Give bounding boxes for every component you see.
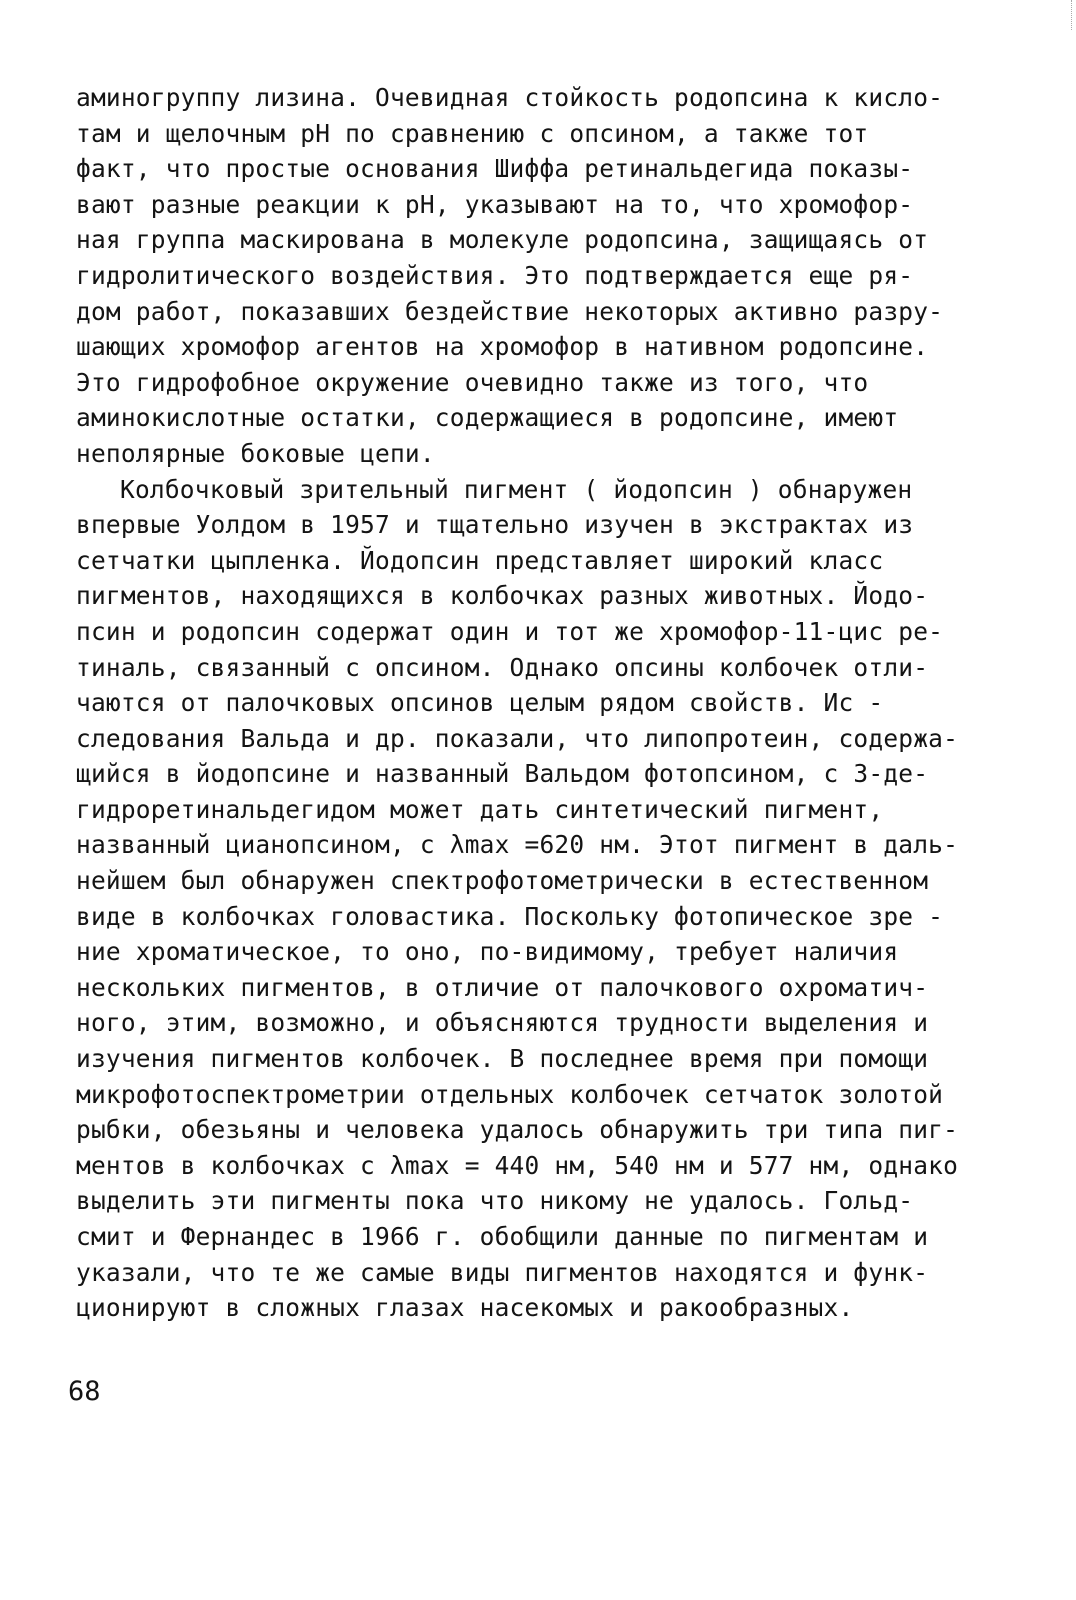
text-line: нейшем был обнаружен спектрофотометрически в естественном [76, 866, 929, 896]
text-line: микрофотоспектрометрии отдельных колбочек сетчаток золотой [76, 1079, 944, 1109]
body-text [76, 80, 1046, 1326]
text-line: изучения пигментов колбочек. В последнее время при помощи [76, 1044, 929, 1074]
text-line: там и щелочным pH по сравнению с опсином, а также тот [76, 118, 869, 148]
text-line: аминогруппу лизина. Очевидная стойкость родопсина к кисло- [76, 83, 944, 112]
text-line: следования Вальда и др. показали, что липопротеин, содержа- [76, 723, 959, 753]
text-line: гидролитического воздействия. Это подтверждается еще ря- [76, 260, 914, 290]
text-line: тиналь, связанный с опсином. Однако опсины колбочек отли- [76, 652, 929, 682]
text-line: чаются от палочковых опсинов целым рядом свойств. Ис - [76, 688, 884, 718]
text-line: названный цианопсином, с λmax =620 нм. Этот пигмент в даль- [76, 830, 959, 860]
text-line: щийся в йодопсине и названный Вальдом фотопсином, с 3-де- [76, 759, 929, 789]
text-line: рыбки, обезьяны и человека удалось обнаружить три типа пиг- [76, 1115, 959, 1145]
text-line: впервые Уолдом в 1957 и тщательно изучен в экстрактах из [76, 510, 914, 540]
text-line: псин и родопсин содержат один и тот же хромофор-11-цис ре- [76, 616, 944, 646]
text-line: указали, что те же самые виды пигментов находятся и функ- [76, 1257, 929, 1287]
text-line: ционируют в сложных глазах насекомых и ракообразных. [76, 1293, 854, 1323]
text-line: гидроретинальдегидом может дать синтетический пигмент, [76, 794, 884, 824]
text-line: шающих хромофор агентов на хромофор в нативном родопсине. [76, 332, 929, 362]
text-line: ного, этим, возможно, и объясняются трудности выделения и [76, 1008, 929, 1038]
paragraph-first-line: Колбочковый зрительный пигмент ( йодопсин ) обнаружен [120, 474, 913, 504]
text-line: ная группа маскирована в молекуле родопсина, защищаясь от [76, 225, 929, 255]
text-line: Это гидрофобное окружение очевидно также из того, что [76, 367, 869, 397]
text-line: пигментов, находящихся в колбочках разных животных. Йодо- [76, 581, 929, 611]
text-line: дом работ, показавших бездействие некоторых активно разру- [76, 296, 944, 326]
text-line: виде в колбочках головастика. Поскольку фотопическое зре - [76, 901, 944, 931]
text-line: нескольких пигментов, в отличие от палочкового охроматич- [76, 972, 929, 1002]
text-line: аминокислотные остатки, содержащиеся в родопсине, имеют [76, 403, 899, 433]
text-line: вают разные реакции к pH, указывают на то, что хромофор- [76, 189, 914, 219]
text-line: смит и Фернандес в 1966 г. обобщили данные по пигментам и [76, 1222, 929, 1251]
text-line: неполярные боковые цепи. [76, 438, 435, 468]
text-line: факт, что простые основания Шиффа ретинальдегида показы- [76, 154, 914, 184]
text-line: выделить эти пигменты пока что никому не удалось. Гольд- [76, 1186, 914, 1216]
page-number: 68 [68, 1376, 101, 1407]
text-line: ние хроматическое, то оно, по-видимому, требует наличия [76, 937, 899, 967]
text-line: ментов в колбочках с λmax = 440 нм, 540 нм и 577 нм, однако [76, 1150, 959, 1180]
scan-edge-mark [1070, 0, 1072, 30]
text-line: сетчатки цыпленка. Йодопсин представляет широкий класс [76, 545, 884, 575]
